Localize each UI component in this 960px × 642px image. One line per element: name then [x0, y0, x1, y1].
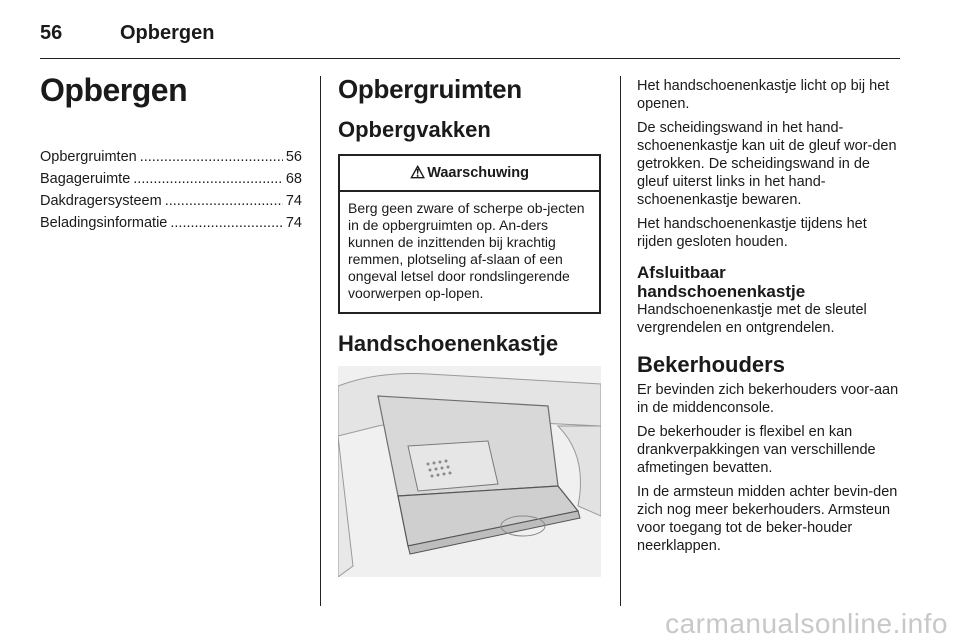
paragraph: Het handschoenenkastje tijdens het rijden gesloten houden. — [637, 216, 867, 250]
lockable-heading-line1: Afsluitbaar — [637, 263, 726, 282]
toc-entry-page: 68 — [285, 171, 302, 187]
lockable-glovebox-heading — [637, 263, 902, 301]
lockable-heading-line2: handschoenenkastje — [637, 282, 806, 301]
paragraph: Het handschoenenkastje licht op bij het openen. — [637, 78, 890, 112]
warning-box — [338, 154, 601, 314]
toc-entry-title: Beladingsinformatie — [40, 215, 168, 231]
page-header — [40, 22, 214, 44]
toc-entry-page: 74 — [285, 215, 302, 231]
cupholders-heading: Bekerhouders — [637, 352, 785, 377]
toc-entry-page: 74 — [285, 193, 302, 209]
toc-entry-title: Dakdragersysteem — [40, 193, 162, 209]
glovebox-heading: Handschoenenkastje — [338, 331, 559, 356]
warning-text: Berg geen zware of scherpe ob-jecten in de opbergruimten op. An-ders kunnen de inzittenden bij krachtig remmen, plotseling af-slaan of een ongeval letsel door rondslingerende voorwerpen op-lopen. — [348, 200, 585, 301]
running-title: Opbergen — [120, 22, 215, 44]
warning-heading — [340, 156, 599, 192]
toc-entry[interactable] — [40, 190, 302, 212]
toc-entry[interactable] — [40, 212, 302, 234]
toc-leader-dots — [170, 212, 283, 234]
paragraph: Handschoenenkastje met de sleutel vergrendelen en ontgrendelen. — [637, 302, 867, 336]
column-divider — [320, 76, 321, 606]
paragraph: De bekerhouder is flexibel en kan drankverpakkingen van verschillende afmetingen bevatten. — [637, 424, 876, 476]
chapter-column — [40, 70, 302, 234]
section-title: Opbergruimten — [338, 74, 522, 104]
paragraph: In de armsteun midden achter bevin-den zich nog meer bekerhouders. Armsteun voor toegang tot de beker-houder neerklappen. — [637, 484, 898, 554]
warning-triangle-icon: ⚠ — [409, 163, 426, 182]
toc-entry[interactable] — [40, 146, 302, 168]
glovebox-illustration — [338, 366, 601, 577]
toc-leader-dots — [133, 168, 283, 190]
toc-leader-dots — [165, 190, 283, 212]
page-number: 56 — [40, 22, 63, 44]
paragraph: De scheidingswand in het hand-schoenenkastje kan uit de gleuf wor-den getrokken. De scheidingswand in de gleuf uiterst links in het hand-schoenenkastje bewaren. — [637, 120, 897, 208]
glovebox-drawing — [338, 366, 601, 577]
toc-entry-title: Opbergruimten — [40, 149, 137, 165]
table-of-contents — [40, 146, 302, 234]
watermark: carmanualsonline.info — [665, 608, 948, 639]
text-column — [637, 77, 902, 561]
toc-entry-title: Bagageruimte — [40, 171, 131, 187]
warning-heading-label: Waarschuwing — [427, 165, 530, 181]
toc-leader-dots — [140, 146, 283, 168]
paragraph: Er bevinden zich bekerhouders voor-aan in de middenconsole. — [637, 382, 899, 416]
column-divider — [620, 76, 621, 606]
toc-entry[interactable] — [40, 168, 302, 190]
chapter-title: Opbergen — [40, 72, 188, 108]
toc-entry-page: 56 — [285, 149, 302, 165]
header-rule — [40, 58, 900, 59]
section-column — [338, 72, 603, 577]
subsection-title: Opbergvakken — [338, 117, 491, 142]
